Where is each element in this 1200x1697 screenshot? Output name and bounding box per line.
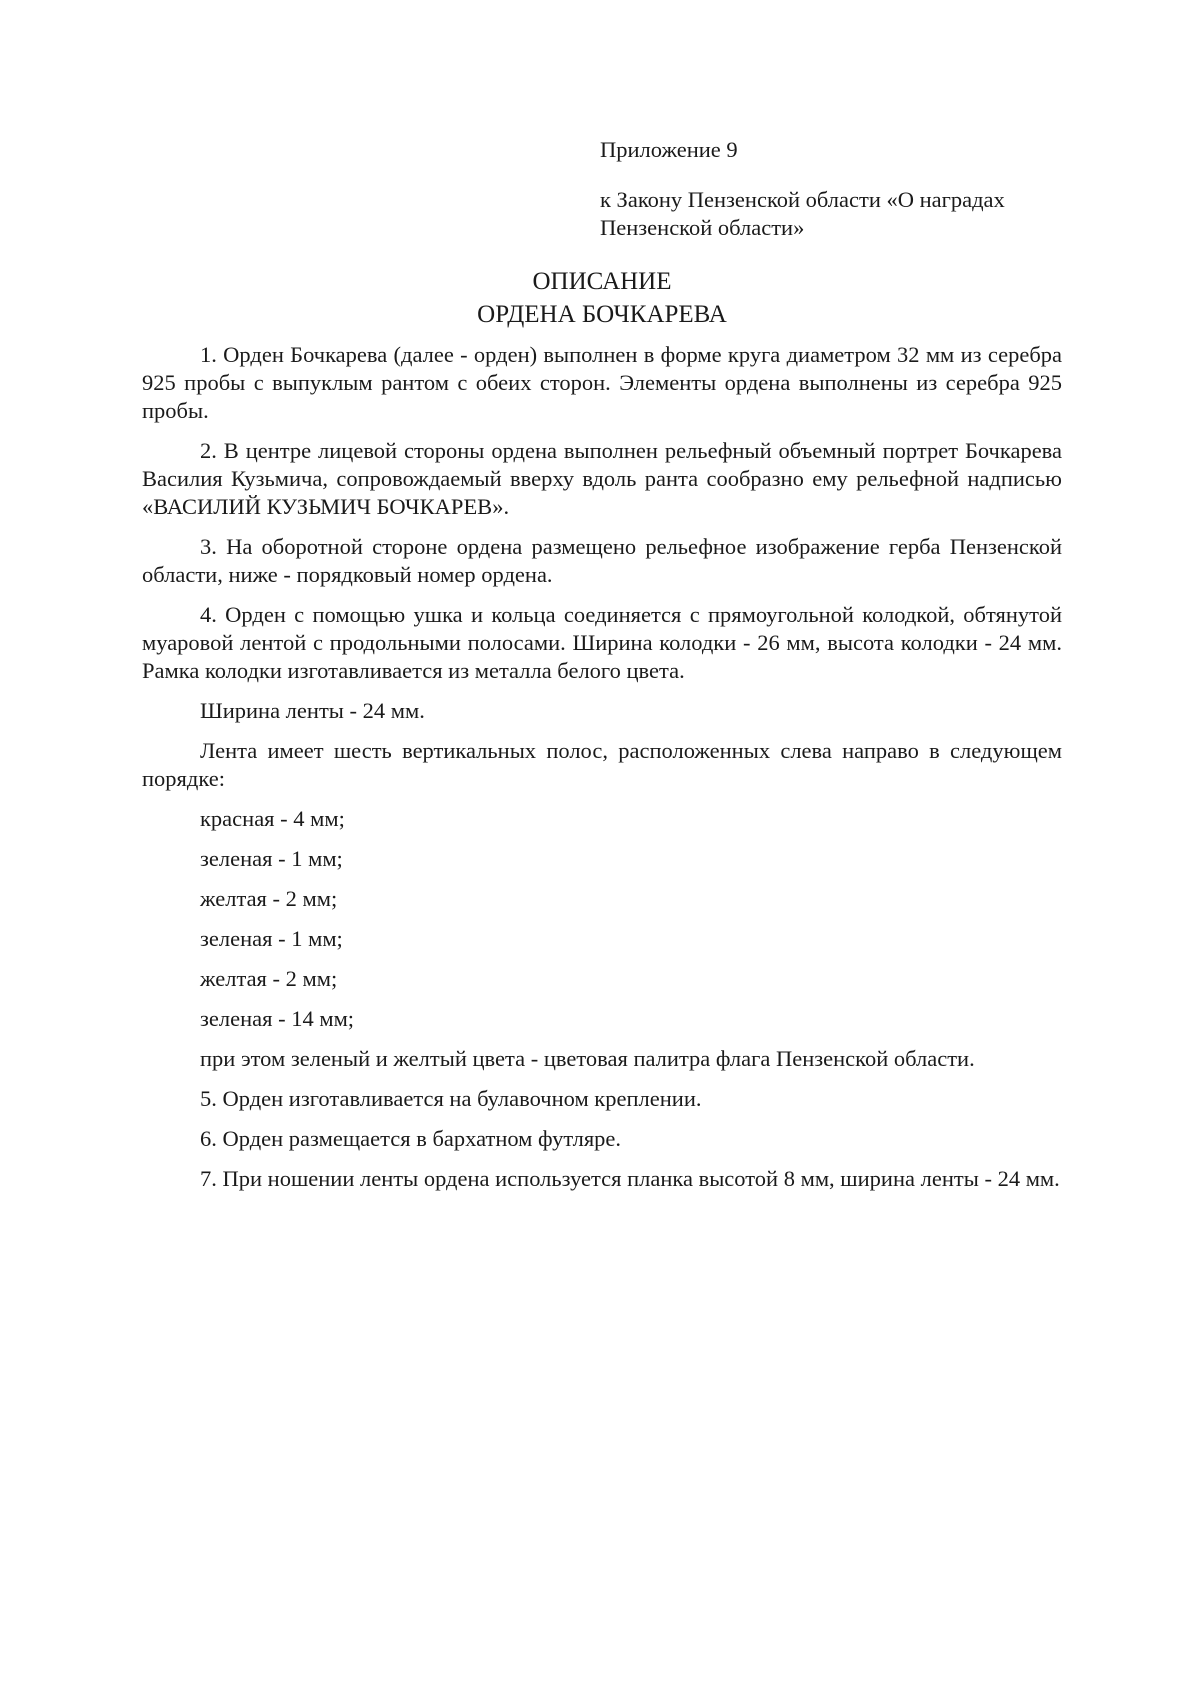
paragraph-6: 6. Орден размещается в бархатном футляре. [200, 1126, 622, 1151]
law-reference: к Закону Пензенской области «О наградах Пензенской области» [600, 187, 1005, 240]
stripe-item: зеленая - 14 мм; [200, 1006, 355, 1031]
document-title [142, 265, 1062, 331]
ribbon-width: Ширина ленты - 24 мм. [200, 698, 425, 723]
ribbon-intro: Лента имеет шесть вертикальных полос, расположенных слева направо в следующем порядке: [142, 738, 1062, 791]
title-line-2: ОРДЕНА БОЧКАРЕВА [477, 301, 727, 328]
stripe-item: красная - 4 мм; [200, 806, 345, 831]
appendix-number: Приложение 9 [600, 137, 738, 162]
stripe-item: зеленая - 1 мм; [200, 926, 343, 951]
paragraph-1: 1. Орден Бочкарева (далее - орден) выполнен в форме круга диаметром 32 мм из серебра 925 пробы с выпуклым рантом с обеих сторон. Элементы ордена выполнены из серебра 925 пробы. [142, 342, 1062, 423]
palette-note: при этом зеленый и желтый цвета - цветовая палитра флага Пензенской области. [200, 1046, 975, 1071]
stripe-item: желтая - 2 мм; [200, 886, 338, 911]
stripe-item: желтая - 2 мм; [200, 966, 338, 991]
paragraph-5: 5. Орден изготавливается на булавочном креплении. [200, 1086, 702, 1111]
paragraph-7: 7. При ношении ленты ордена используется планка высотой 8 мм, ширина ленты - 24 мм. [200, 1166, 1060, 1191]
document-body [142, 341, 1062, 1205]
paragraph-3: 3. На оборотной стороне ордена размещено рельефное изображение герба Пензенской области, ниже - порядковый номер ордена. [142, 534, 1062, 587]
appendix-header [600, 136, 1070, 242]
paragraph-2: 2. В центре лицевой стороны ордена выполнен рельефный объемный портрет Бочкарева Василия Кузьмича, сопровождаемый вверху вдоль ранта сообразно ему рельефной надписью «ВАСИЛИЙ КУЗЬМИЧ БОЧКАРЕВ». [142, 438, 1062, 519]
stripe-item: зеленая - 1 мм; [200, 846, 343, 871]
title-line-1: ОПИСАНИЕ [532, 268, 672, 295]
paragraph-4: 4. Орден с помощью ушка и кольца соединяется с прямоугольной колодкой, обтянутой муаровой лентой с продольными полосами. Ширина колодки - 26 мм, высота колодки - 24 мм. Рамка колодки изготавливается из металла белого цвета. [142, 602, 1062, 683]
